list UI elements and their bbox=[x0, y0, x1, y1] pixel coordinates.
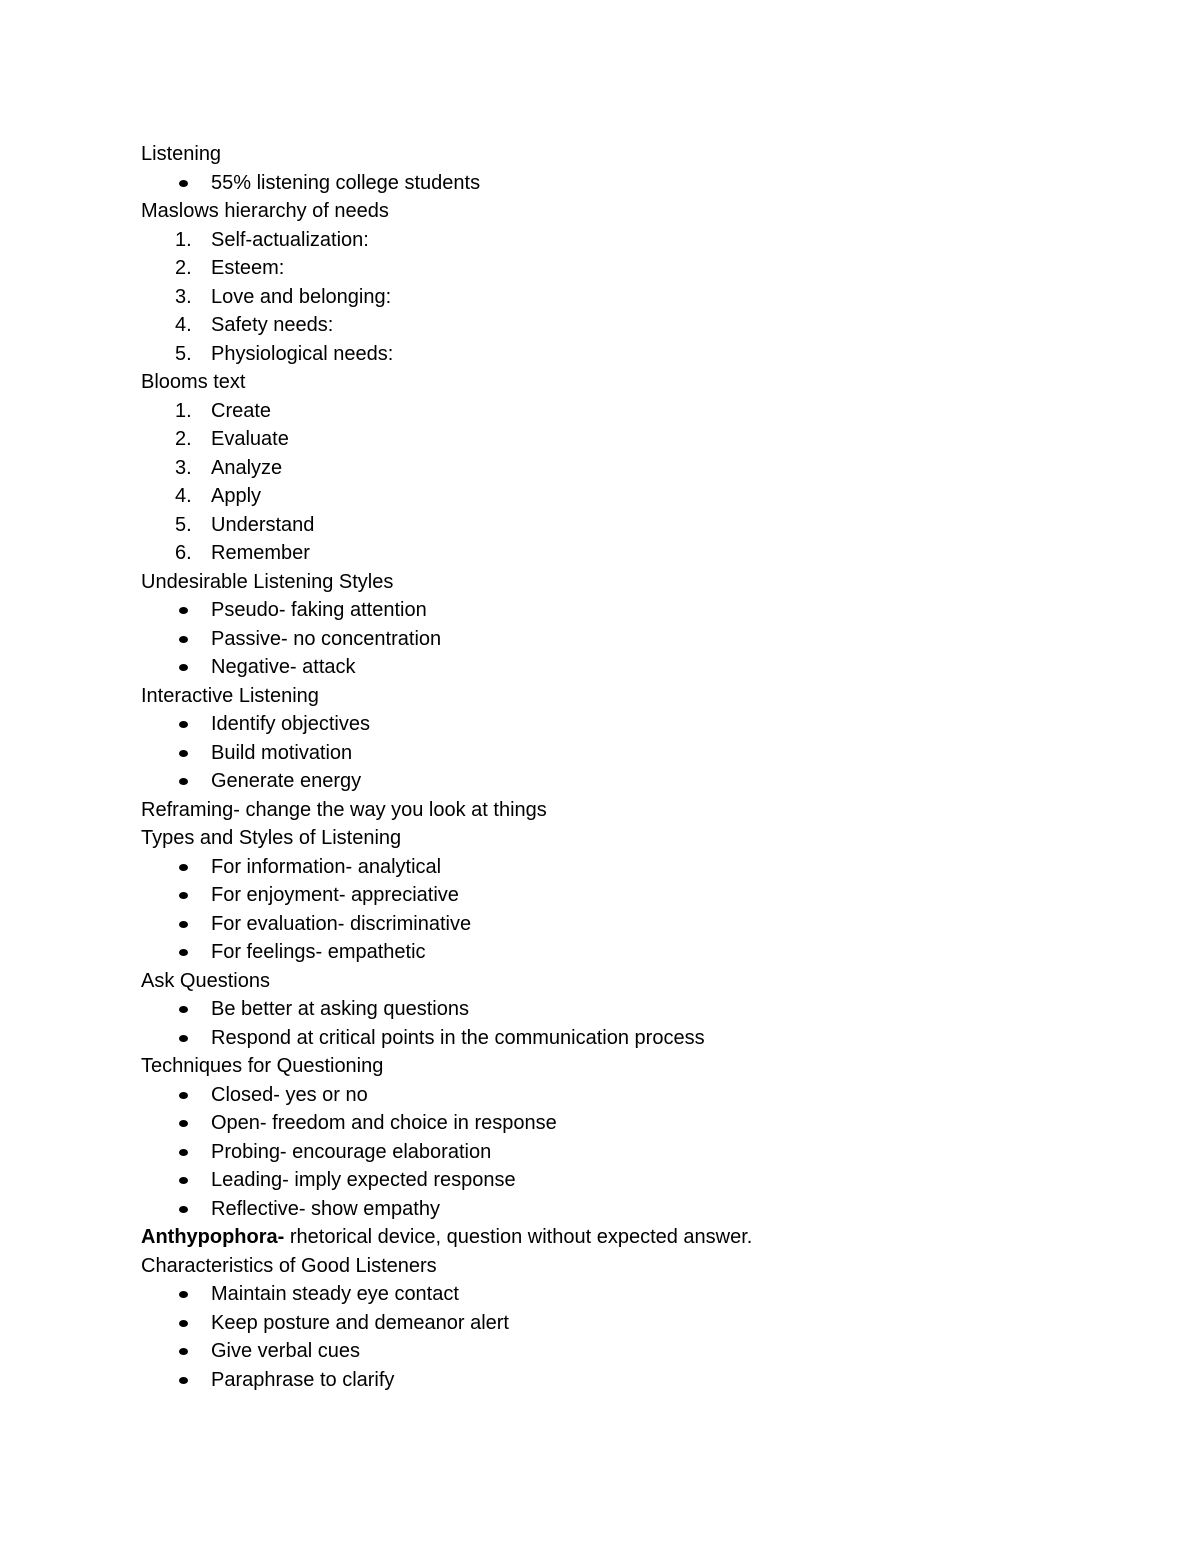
list-item bbox=[141, 596, 1121, 625]
list-item bbox=[141, 1280, 1121, 1309]
list-item-text: Give verbal cues bbox=[211, 1340, 360, 1362]
section-heading-characteristics-of-good-listeners: Characteristics of Good Listeners bbox=[141, 1254, 437, 1277]
list-number: 4. bbox=[175, 485, 192, 507]
list-item bbox=[141, 767, 1121, 796]
list-item bbox=[141, 1166, 1121, 1195]
section-heading-ask-questions: Ask Questions bbox=[141, 969, 270, 992]
list-item-text: Probing- encourage elaboration bbox=[211, 1140, 492, 1163]
list-item bbox=[141, 1109, 1121, 1138]
list-item-text: Apply bbox=[211, 485, 262, 507]
list-item bbox=[141, 1195, 1121, 1224]
list-item-text: Respond at critical points in the communication process bbox=[211, 1026, 705, 1049]
list-item-text: Build motivation bbox=[211, 741, 353, 764]
section-heading-maslows-hierarchy-of-needs: Maslows hierarchy of needs bbox=[141, 200, 389, 222]
list-item bbox=[141, 425, 1121, 454]
list-number: 5. bbox=[175, 342, 192, 365]
list-item bbox=[141, 853, 1121, 882]
list-item-text: Evaluate bbox=[211, 428, 289, 450]
list-number: 6. bbox=[175, 542, 192, 564]
section-heading-blooms-text: Blooms text bbox=[141, 371, 246, 393]
list-item bbox=[141, 340, 1121, 369]
section-heading-reframing-change-the-way-you-look-at-thi: Reframing- change the way you look at things bbox=[141, 798, 547, 821]
list-item-text: Leading- imply expected response bbox=[211, 1169, 516, 1191]
list-number: 2. bbox=[175, 428, 192, 450]
list-item bbox=[141, 1081, 1121, 1110]
list-item-text: For enjoyment- appreciative bbox=[211, 884, 459, 906]
list-item-text: For feelings- empathetic bbox=[211, 941, 426, 963]
list-number: 4. bbox=[175, 314, 192, 336]
list-item-text: For information- analytical bbox=[211, 855, 442, 878]
list-item bbox=[141, 283, 1121, 312]
list-item bbox=[141, 169, 1121, 198]
list-item-text: Negative- attack bbox=[211, 656, 356, 678]
definition-term: Anthypophora- bbox=[141, 1226, 285, 1248]
list-item bbox=[141, 254, 1121, 283]
list-number: 1. bbox=[175, 228, 192, 251]
list-item-text: Create bbox=[211, 399, 272, 422]
list-item-text: Safety needs: bbox=[211, 314, 334, 336]
section-heading-types-and-styles-of-listening: Types and Styles of Listening bbox=[141, 827, 402, 849]
document-body bbox=[141, 140, 1121, 1394]
list-number: 5. bbox=[175, 513, 192, 536]
section-heading-techniques-for-questioning: Techniques for Questioning bbox=[141, 1055, 384, 1077]
definition-text: rhetorical device, question without expected answer. bbox=[284, 1226, 753, 1248]
section-heading-undesirable-listening-styles: Undesirable Listening Styles bbox=[141, 570, 394, 593]
list-item bbox=[141, 311, 1121, 340]
list-item bbox=[141, 938, 1121, 967]
list-item-text: For evaluation- discriminative bbox=[211, 912, 472, 935]
list-number: 3. bbox=[175, 285, 192, 308]
list-number: 2. bbox=[175, 257, 192, 279]
list-item-text: Passive- no concentration bbox=[211, 627, 442, 650]
list-item-text: Keep posture and demeanor alert bbox=[211, 1311, 509, 1334]
list-item-text: Pseudo- faking attention bbox=[211, 599, 427, 621]
list-item-text: Analyze bbox=[211, 456, 283, 479]
list-item-text: Identify objectives bbox=[211, 713, 370, 735]
definition-line bbox=[141, 1223, 1121, 1252]
list-item-text: 55% listening college students bbox=[211, 171, 481, 194]
list-item bbox=[141, 995, 1121, 1024]
list-item bbox=[141, 881, 1121, 910]
list-item-text: Open- freedom and choice in response bbox=[211, 1112, 557, 1134]
list-item bbox=[141, 482, 1121, 511]
list-item bbox=[141, 539, 1121, 568]
list-item bbox=[141, 1309, 1121, 1338]
list-item-text: Closed- yes or no bbox=[211, 1083, 368, 1106]
list-item-text: Physiological needs: bbox=[211, 342, 394, 365]
list-item bbox=[141, 511, 1121, 540]
section-heading-interactive-listening: Interactive Listening bbox=[141, 684, 319, 707]
list-item-text: Paraphrase to clarify bbox=[211, 1368, 395, 1391]
list-item bbox=[141, 1138, 1121, 1167]
list-item bbox=[141, 653, 1121, 682]
list-item bbox=[141, 1024, 1121, 1053]
section-heading-listening: Listening bbox=[141, 143, 222, 165]
list-item bbox=[141, 625, 1121, 654]
list-number: 1. bbox=[175, 399, 192, 422]
list-item bbox=[141, 397, 1121, 426]
list-item-text: Generate energy bbox=[211, 770, 362, 792]
list-item bbox=[141, 454, 1121, 483]
list-item-text: Self-actualization: bbox=[211, 228, 369, 251]
list-item bbox=[141, 226, 1121, 255]
list-item-text: Be better at asking questions bbox=[211, 998, 469, 1020]
list-item-text: Remember bbox=[211, 542, 310, 564]
list-item-text: Love and belonging: bbox=[211, 285, 392, 308]
list-item bbox=[141, 739, 1121, 768]
list-item bbox=[141, 1366, 1121, 1395]
list-item-text: Reflective- show empathy bbox=[211, 1197, 440, 1220]
list-item bbox=[141, 710, 1121, 739]
list-number: 3. bbox=[175, 456, 192, 479]
list-item bbox=[141, 910, 1121, 939]
list-item-text: Understand bbox=[211, 513, 315, 536]
list-item-text: Maintain steady eye contact bbox=[211, 1283, 459, 1305]
list-item bbox=[141, 1337, 1121, 1366]
list-item-text: Esteem: bbox=[211, 257, 285, 279]
